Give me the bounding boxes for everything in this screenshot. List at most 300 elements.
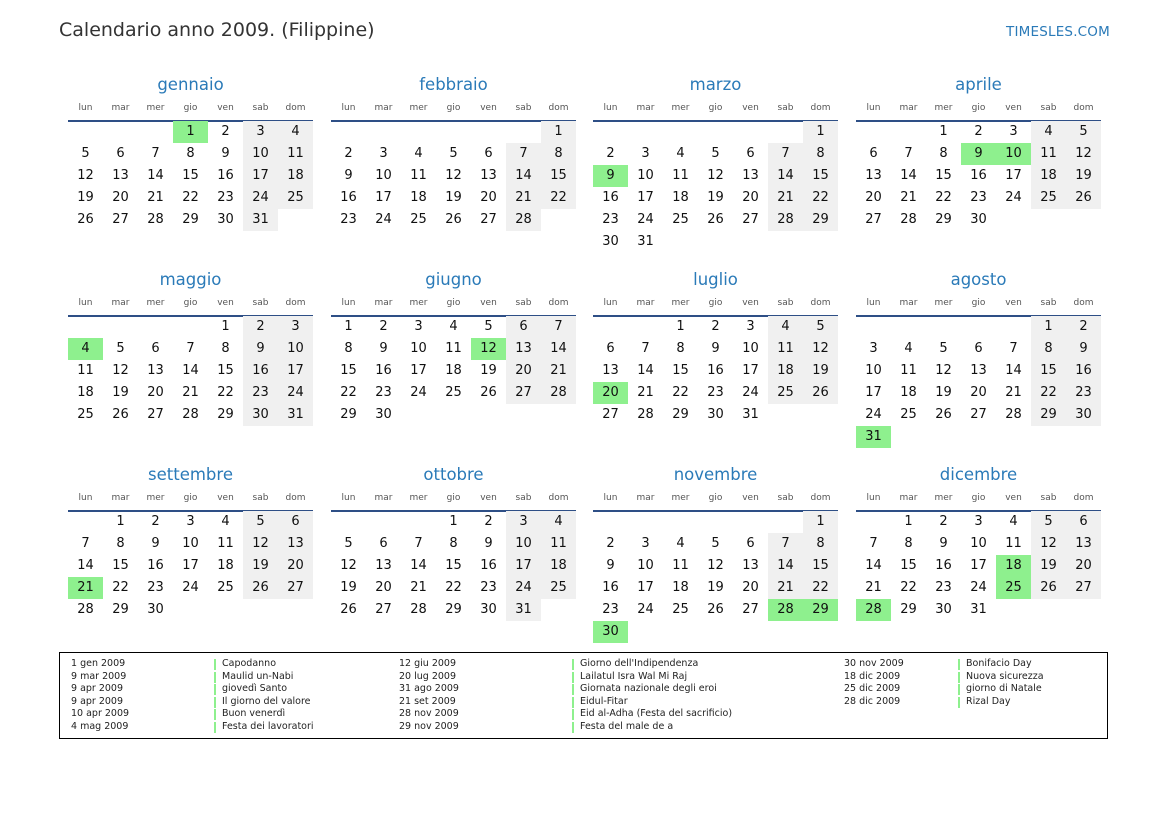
- day-cell: 12: [707, 558, 724, 573]
- day-cell: 1: [939, 124, 948, 139]
- day-cell: 20: [375, 580, 392, 595]
- day-cell: 14: [768, 555, 803, 577]
- day-cell: 18: [672, 580, 689, 595]
- weekday-label: sab: [515, 103, 532, 113]
- day-cell: 24: [375, 212, 392, 227]
- weekday-header: [68, 103, 313, 115]
- weekday-label: mer: [934, 493, 953, 503]
- brand-link[interactable]: TIMESLES.COM: [1006, 24, 1110, 40]
- header-rule: [593, 510, 838, 512]
- month-title: gennaio: [157, 75, 224, 94]
- day-cell: 20: [970, 385, 987, 400]
- day-cell: 7: [506, 143, 541, 165]
- weekday-header: [593, 103, 838, 115]
- weekday-label: lun: [603, 298, 618, 308]
- day-cell: 13: [742, 558, 759, 573]
- day-cell: 10: [637, 558, 654, 573]
- day-cell: 21: [768, 187, 803, 209]
- day-cell: 29: [182, 212, 199, 227]
- day-cell: 8: [803, 143, 838, 165]
- day-cell: 27: [112, 212, 129, 227]
- header-rule: [593, 120, 838, 122]
- day-cell: 20: [147, 385, 164, 400]
- month-title: maggio: [159, 270, 222, 289]
- legend-date: 28 dic 2009: [844, 695, 901, 707]
- day-cell: 17: [637, 580, 654, 595]
- day-cell: 16: [147, 558, 164, 573]
- day-cell: 14: [182, 363, 199, 378]
- page-title: Calendario anno 2009. (Filippine): [59, 19, 375, 41]
- weekday-label: ven: [480, 103, 497, 113]
- day-cell: 1: [541, 121, 576, 143]
- day-cell: 29: [672, 407, 689, 422]
- day-cell: 3: [243, 121, 278, 143]
- day-cell: 7: [768, 533, 803, 555]
- day-cell: 30: [147, 602, 164, 617]
- legend-marker: [958, 672, 960, 683]
- day-cell: 22: [112, 580, 129, 595]
- day-cell: 26: [707, 602, 724, 617]
- legend-holiday-name: Lailatul Isra Wal Mi Raj: [580, 670, 688, 682]
- day-cell: 14: [900, 168, 917, 183]
- day-cell: 26: [1031, 577, 1066, 599]
- day-cell: 21: [865, 580, 882, 595]
- day-cell: 10: [375, 168, 392, 183]
- legend-holiday-name: giovedì Santo: [222, 683, 288, 695]
- month-title: giugno: [425, 270, 482, 289]
- day-cell: 2: [974, 124, 983, 139]
- weekday-label: dom: [548, 493, 569, 503]
- day-cell: 13: [480, 168, 497, 183]
- day-cell: 16: [1066, 360, 1101, 382]
- day-cell: 12: [77, 168, 94, 183]
- weekday-label: lun: [78, 103, 93, 113]
- day-cell: 11: [672, 168, 689, 183]
- day-cell: 5: [243, 511, 278, 533]
- month-title: settembre: [148, 465, 233, 484]
- weekday-label: ven: [1005, 103, 1022, 113]
- month-title: ottobre: [423, 465, 484, 484]
- legend-entry: [60, 671, 1100, 684]
- day-cell: 22: [541, 187, 576, 209]
- weekday-label: mar: [636, 493, 655, 503]
- day-cell: 21: [506, 187, 541, 209]
- weekday-label: sab: [777, 103, 794, 113]
- day-cell: 25: [445, 385, 462, 400]
- day-cell: 1: [676, 319, 685, 334]
- weekday-label: sab: [777, 493, 794, 503]
- day-cell: 19: [243, 555, 278, 577]
- day-cell: 14: [77, 558, 94, 573]
- day-cell: 31: [243, 209, 278, 231]
- month-febbraio: [331, 75, 576, 255]
- day-cell: 5: [711, 536, 720, 551]
- month-title: luglio: [693, 270, 738, 289]
- day-cell: 18: [768, 360, 803, 382]
- weekday-label: dom: [1073, 103, 1094, 113]
- legend-holiday-name: Bonifacio Day: [966, 658, 1032, 669]
- holiday-day-cell: 25: [996, 577, 1031, 599]
- holiday-day-cell: 31: [856, 426, 891, 448]
- day-cell: 19: [1066, 165, 1101, 187]
- day-cell: 1: [1031, 316, 1066, 338]
- weekday-header: [331, 103, 576, 115]
- day-cell: 28: [768, 209, 803, 231]
- day-cell: 13: [602, 363, 619, 378]
- day-cell: 29: [112, 602, 129, 617]
- day-cell: 24: [506, 577, 541, 599]
- day-cell: 16: [480, 558, 497, 573]
- day-cell: 9: [379, 341, 388, 356]
- day-cell: 8: [1031, 338, 1066, 360]
- day-cell: 19: [77, 190, 94, 205]
- day-cell: 9: [1066, 338, 1101, 360]
- day-cell: 27: [480, 212, 497, 227]
- weekday-label: sab: [777, 298, 794, 308]
- day-cell: 14: [865, 558, 882, 573]
- weekday-label: mar: [111, 298, 130, 308]
- weekday-label: sab: [252, 298, 269, 308]
- day-cell: 21: [1005, 385, 1022, 400]
- weekday-label: dom: [548, 298, 569, 308]
- day-cell: 11: [77, 363, 94, 378]
- weekday-label: sab: [1040, 493, 1057, 503]
- day-cell: 4: [676, 536, 685, 551]
- day-cell: 11: [1005, 536, 1022, 551]
- weekday-header: [331, 298, 576, 310]
- day-cell: 23: [1066, 382, 1101, 404]
- day-cell: 8: [939, 146, 948, 161]
- day-cell: 5: [803, 316, 838, 338]
- day-cell: 8: [541, 143, 576, 165]
- day-cell: 28: [410, 602, 427, 617]
- day-cell: 20: [742, 190, 759, 205]
- day-cell: 10: [637, 168, 654, 183]
- day-cell: 1: [344, 319, 353, 334]
- day-cell: 15: [900, 558, 917, 573]
- day-cell: 27: [1066, 577, 1101, 599]
- day-cell: 26: [1066, 187, 1101, 209]
- weekday-label: lun: [866, 298, 881, 308]
- day-cell: 18: [1031, 165, 1066, 187]
- day-cell: 19: [340, 580, 357, 595]
- day-cell: 11: [217, 536, 234, 551]
- day-cell: 21: [900, 190, 917, 205]
- day-cell: 30: [602, 234, 619, 249]
- day-cell: 27: [865, 212, 882, 227]
- day-cell: 2: [484, 514, 493, 529]
- day-cell: 26: [707, 212, 724, 227]
- holiday-day-cell: 12: [471, 338, 506, 360]
- day-cell: 2: [606, 146, 615, 161]
- day-cell: 8: [803, 533, 838, 555]
- month-title: dicembre: [939, 465, 1018, 484]
- legend-date: 29 nov 2009: [399, 721, 459, 732]
- day-cell: 27: [970, 407, 987, 422]
- day-cell: 4: [904, 341, 913, 356]
- day-cell: 22: [445, 580, 462, 595]
- day-cell: 11: [1031, 143, 1066, 165]
- legend-date: 9 apr 2009: [71, 695, 124, 707]
- legend-date: 12 giu 2009: [399, 658, 456, 669]
- day-cell: 7: [151, 146, 160, 161]
- day-cell: 22: [900, 580, 917, 595]
- day-cell: 16: [602, 190, 619, 205]
- weekday-label: gio: [971, 493, 986, 503]
- day-cell: 3: [1009, 124, 1018, 139]
- day-cell: 21: [768, 577, 803, 599]
- weekday-label: ven: [217, 493, 234, 503]
- day-cell: 18: [410, 190, 427, 205]
- day-cell: 8: [676, 341, 685, 356]
- day-cell: 6: [484, 146, 493, 161]
- weekday-label: lun: [341, 103, 356, 113]
- day-cell: 30: [243, 404, 278, 426]
- legend-entry: [60, 721, 1100, 734]
- day-cell: 23: [935, 580, 952, 595]
- day-cell: 18: [77, 385, 94, 400]
- day-cell: 11: [278, 143, 313, 165]
- weekday-header: [593, 298, 838, 310]
- day-cell: 10: [865, 363, 882, 378]
- day-cell: 23: [602, 212, 619, 227]
- day-cell: 3: [869, 341, 878, 356]
- day-cell: 30: [707, 407, 724, 422]
- weekday-label: dom: [285, 103, 306, 113]
- holiday-day-cell: 10: [996, 143, 1031, 165]
- day-cell: 17: [970, 558, 987, 573]
- day-cell: 16: [935, 558, 952, 573]
- day-cell: 8: [116, 536, 125, 551]
- day-cell: 15: [935, 168, 952, 183]
- weekday-label: gio: [971, 103, 986, 113]
- day-cell: 15: [541, 165, 576, 187]
- weekday-label: ven: [480, 298, 497, 308]
- day-cell: 12: [935, 363, 952, 378]
- day-cell: 14: [768, 165, 803, 187]
- weekday-label: sab: [252, 493, 269, 503]
- day-cell: 26: [340, 602, 357, 617]
- holiday-day-cell: 20: [593, 382, 628, 404]
- day-cell: 28: [541, 382, 576, 404]
- day-cell: 29: [217, 407, 234, 422]
- day-cell: 7: [904, 146, 913, 161]
- day-cell: 4: [541, 511, 576, 533]
- day-cell: 19: [707, 580, 724, 595]
- day-cell: 3: [379, 146, 388, 161]
- day-cell: 4: [414, 146, 423, 161]
- month-dicembre: [856, 465, 1101, 645]
- day-cell: 24: [243, 187, 278, 209]
- day-cell: 13: [865, 168, 882, 183]
- holiday-day-cell: 29: [803, 599, 838, 621]
- day-cell: 25: [541, 577, 576, 599]
- day-cell: 7: [641, 341, 650, 356]
- weekday-label: gio: [183, 493, 198, 503]
- day-cell: 23: [340, 212, 357, 227]
- day-cell: 4: [221, 514, 230, 529]
- month-maggio: [68, 270, 313, 450]
- day-cell: 18: [217, 558, 234, 573]
- weekday-label: lun: [866, 103, 881, 113]
- weekday-label: gio: [183, 103, 198, 113]
- day-cell: 30: [375, 407, 392, 422]
- day-cell: 4: [1031, 121, 1066, 143]
- day-cell: 3: [414, 319, 423, 334]
- day-cell: 8: [449, 536, 458, 551]
- month-settembre: [68, 465, 313, 645]
- day-cell: 20: [480, 190, 497, 205]
- weekday-label: dom: [1073, 298, 1094, 308]
- day-cell: 2: [243, 316, 278, 338]
- holiday-day-cell: 4: [68, 338, 103, 360]
- weekday-label: sab: [515, 298, 532, 308]
- day-cell: 27: [147, 407, 164, 422]
- weekday-label: mar: [111, 493, 130, 503]
- day-cell: 7: [81, 536, 90, 551]
- day-cell: 16: [375, 363, 392, 378]
- month-title: aprile: [955, 75, 1002, 94]
- day-cell: 11: [541, 533, 576, 555]
- day-cell: 25: [672, 602, 689, 617]
- day-cell: 1: [803, 121, 838, 143]
- weekday-label: sab: [1040, 298, 1057, 308]
- day-cell: 14: [410, 558, 427, 573]
- day-cell: 6: [974, 341, 983, 356]
- day-cell: 30: [480, 602, 497, 617]
- weekday-label: mer: [409, 493, 428, 503]
- day-cell: 20: [742, 580, 759, 595]
- day-cell: 15: [340, 363, 357, 378]
- day-cell: 24: [182, 580, 199, 595]
- day-cell: 31: [742, 407, 759, 422]
- day-cell: 19: [112, 385, 129, 400]
- day-cell: 29: [1031, 404, 1066, 426]
- day-cell: 8: [904, 536, 913, 551]
- day-cell: 20: [278, 555, 313, 577]
- weekday-label: dom: [810, 493, 831, 503]
- day-cell: 12: [243, 533, 278, 555]
- day-cell: 10: [742, 341, 759, 356]
- day-cell: 2: [344, 146, 353, 161]
- weekday-label: sab: [515, 493, 532, 503]
- day-cell: 25: [77, 407, 94, 422]
- day-cell: 29: [900, 602, 917, 617]
- day-cell: 14: [147, 168, 164, 183]
- day-cell: 22: [935, 190, 952, 205]
- day-cell: 24: [865, 407, 882, 422]
- day-cell: 6: [869, 146, 878, 161]
- day-cell: 24: [637, 212, 654, 227]
- weekday-label: ven: [742, 298, 759, 308]
- weekday-label: mer: [671, 298, 690, 308]
- day-cell: 12: [445, 168, 462, 183]
- day-cell: 23: [602, 602, 619, 617]
- day-cell: 13: [375, 558, 392, 573]
- month-agosto: [856, 270, 1101, 450]
- day-cell: 8: [344, 341, 353, 356]
- day-cell: 18: [278, 165, 313, 187]
- day-cell: 6: [1066, 511, 1101, 533]
- day-cell: 6: [506, 316, 541, 338]
- day-cell: 23: [243, 382, 278, 404]
- day-cell: 19: [445, 190, 462, 205]
- weekday-label: dom: [285, 298, 306, 308]
- day-cell: 19: [935, 385, 952, 400]
- legend-holiday-name: giorno di Natale: [966, 683, 1042, 695]
- legend-date: 28 nov 2009: [399, 708, 459, 720]
- day-cell: 20: [865, 190, 882, 205]
- day-cell: 5: [1031, 511, 1066, 533]
- day-cell: 11: [410, 168, 427, 183]
- weekday-label: mer: [146, 298, 165, 308]
- day-cell: 18: [445, 363, 462, 378]
- weekday-label: mer: [409, 298, 428, 308]
- day-cell: 28: [147, 212, 164, 227]
- day-cell: 1: [221, 319, 230, 334]
- day-cell: 21: [410, 580, 427, 595]
- day-cell: 30: [970, 212, 987, 227]
- day-cell: 10: [410, 341, 427, 356]
- weekday-label: ven: [1005, 493, 1022, 503]
- day-cell: 27: [278, 577, 313, 599]
- weekday-label: ven: [742, 103, 759, 113]
- day-cell: 22: [803, 187, 838, 209]
- day-cell: 29: [445, 602, 462, 617]
- day-cell: 17: [637, 190, 654, 205]
- weekday-label: lun: [603, 103, 618, 113]
- day-cell: 6: [746, 536, 755, 551]
- weekday-label: sab: [252, 103, 269, 113]
- day-cell: 28: [1005, 407, 1022, 422]
- legend-marker: [572, 709, 574, 720]
- day-cell: 28: [900, 212, 917, 227]
- day-cell: 3: [746, 319, 755, 334]
- day-cell: 24: [970, 580, 987, 595]
- weekday-label: mer: [671, 493, 690, 503]
- day-cell: 8: [221, 341, 230, 356]
- weekday-label: dom: [285, 493, 306, 503]
- day-cell: 10: [278, 338, 313, 360]
- day-cell: 4: [278, 121, 313, 143]
- month-title: marzo: [689, 75, 742, 94]
- month-title: novembre: [673, 465, 758, 484]
- weekday-label: lun: [78, 493, 93, 503]
- day-cell: 6: [746, 146, 755, 161]
- day-cell: 22: [182, 190, 199, 205]
- legend-marker: [958, 697, 960, 708]
- day-cell: 26: [803, 382, 838, 404]
- day-cell: 26: [77, 212, 94, 227]
- day-cell: 19: [803, 360, 838, 382]
- weekday-label: gio: [183, 298, 198, 308]
- holiday-day-cell: 21: [68, 577, 103, 599]
- holiday-day-cell: 28: [768, 599, 803, 621]
- day-cell: 14: [506, 165, 541, 187]
- day-cell: 4: [676, 146, 685, 161]
- day-cell: 6: [379, 536, 388, 551]
- weekday-label: lun: [341, 493, 356, 503]
- legend-date: 30 nov 2009: [844, 658, 904, 669]
- day-cell: 2: [606, 536, 615, 551]
- day-cell: 24: [278, 382, 313, 404]
- day-cell: 17: [278, 360, 313, 382]
- day-cell: 28: [77, 602, 94, 617]
- weekday-label: gio: [446, 103, 461, 113]
- day-cell: 15: [217, 363, 234, 378]
- day-cell: 23: [147, 580, 164, 595]
- month-novembre: [593, 465, 838, 645]
